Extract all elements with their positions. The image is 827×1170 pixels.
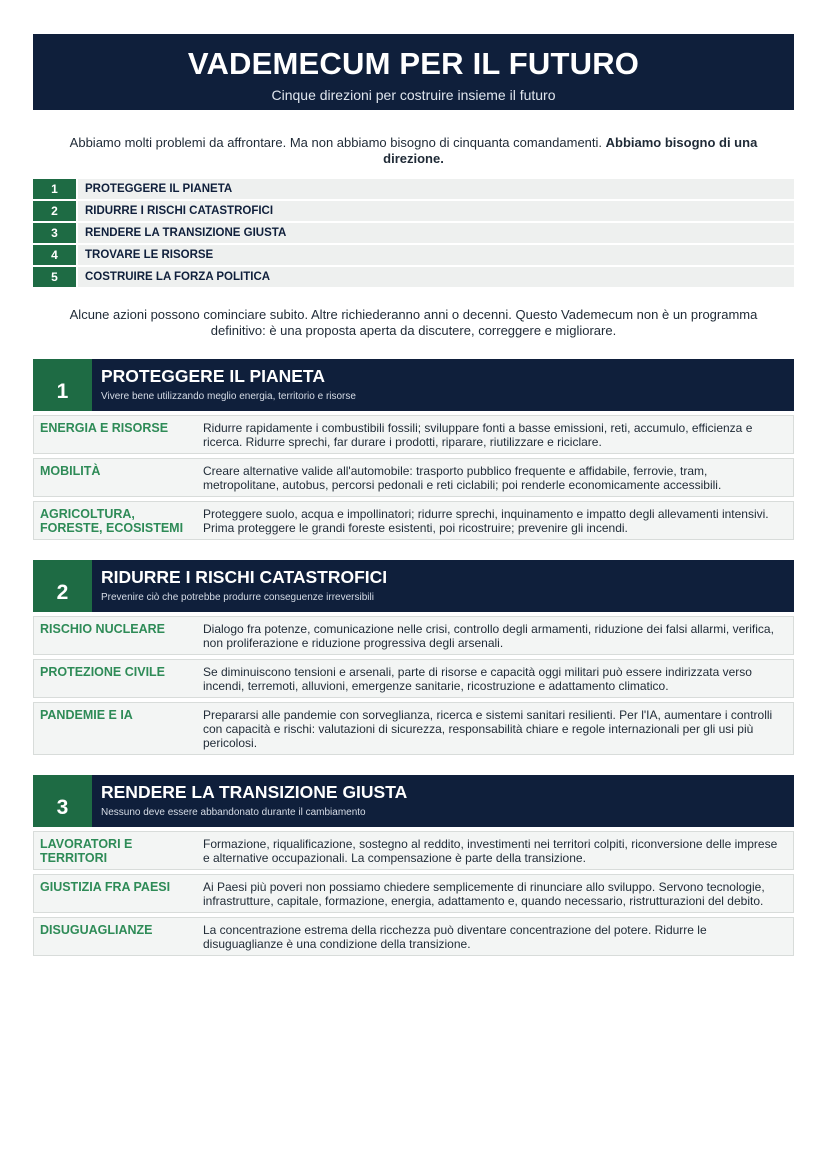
section-2 <box>33 560 794 755</box>
title-banner <box>33 34 794 110</box>
intro-note: Alcune azioni possono cominciare subito. Altre richiederanno anni o decenni. Questo Vademecum non è un programma definitivo: è una proposta aperta da discutere, correggere e migliorare. <box>69 307 758 338</box>
section-title: RENDERE LA TRANSIZIONE GIUSTA <box>101 782 408 802</box>
section-number: 1 <box>33 359 92 411</box>
section-title-box <box>92 775 794 827</box>
section-title: PROTEGGERE IL PIANETA <box>101 366 325 386</box>
section-item <box>33 616 794 655</box>
toc-label: PROTEGGERE IL PIANETA <box>78 179 794 199</box>
item-label: AGRICOLTURA, FORESTE, ECOSISTEMI <box>40 507 184 535</box>
item-text: Se diminuiscono tensioni e arsenali, parte di risorse e capacità oggi militari può essere indirizzata verso incendi, terremoti, alluvioni, emergenze sanitarie, ricostruzione e adattamento climatico. <box>203 665 752 693</box>
section-subtitle: Prevenire ciò che potrebbe produrre conseguenze irreversibili <box>101 592 374 603</box>
toc-label: RENDERE LA TRANSIZIONE GIUSTA <box>78 223 794 243</box>
section-item <box>33 702 794 755</box>
section-number: 2 <box>33 560 92 612</box>
section-item <box>33 917 794 956</box>
toc-item <box>33 245 794 265</box>
item-text: Formazione, riqualificazione, sostegno al reddito, investimenti nei territori colpiti, riconversione delle imprese e alternative occupazionali. La compensazione è parte della transizione. <box>203 837 778 865</box>
item-text: Creare alternative valide all'automobile: trasporto pubblico frequente e affidabile, ferrovie, tram, metropolitane, autobus, percorsi pedonali e reti ciclabili; poi renderle economicamente accessibili. <box>203 464 722 492</box>
section-subtitle: Vivere bene utilizzando meglio energia, territorio e risorse <box>101 391 356 402</box>
item-text: La concentrazione estrema della ricchezza può diventare concentrazione del potere. Ridurre le disuguaglianze è una condizione della transizione. <box>203 923 707 951</box>
section-item <box>33 831 794 870</box>
item-label: LAVORATORI E TERRITORI <box>40 837 133 865</box>
section-1 <box>33 359 794 540</box>
page-subtitle: Cinque direzioni per costruire insieme il futuro <box>271 87 556 103</box>
item-label: RISCHIO NUCLEARE <box>40 622 166 636</box>
section-header <box>33 560 794 612</box>
section-item <box>33 415 794 454</box>
intro-text: Abbiamo molti problemi da affrontare. Ma non abbiamo bisogno di cinquanta comandamenti. <box>69 135 606 150</box>
toc-label: RIDURRE I RISCHI CATASTROFICI <box>78 201 794 221</box>
section-header <box>33 359 794 411</box>
toc-label: TROVARE LE RISORSE <box>78 245 794 265</box>
toc-item <box>33 179 794 199</box>
toc-number: 1 <box>33 179 76 199</box>
toc-item <box>33 223 794 243</box>
item-text: Prepararsi alle pandemie con sorveglianza, ricerca e sistemi sanitari resilienti. Per l'IA, aumentare i controlli con capacità e rischi: valutazioni di sicurezza, responsabilità chiare e regole internazionali per gli usi più pericolosi. <box>203 708 773 750</box>
section-subtitle: Nessuno deve essere abbandonato durante il cambiamento <box>101 807 366 818</box>
section-title-box <box>92 359 794 411</box>
item-text: Ridurre rapidamente i combustibili fossili; sviluppare fonti a basse emissioni, reti, accumulo, efficienza e ricerca. Ridurre sprechi, far durare i prodotti, riparare, riutilizzare e riciclare. <box>203 421 753 449</box>
section-item <box>33 659 794 698</box>
item-text: Dialogo fra potenze, comunicazione nelle crisi, controllo degli armamenti, riduzione dei falsi allarmi, verifica, non proliferazione e riduzione progressiva degli arsenali. <box>203 622 774 650</box>
section-number: 3 <box>33 775 92 827</box>
item-label: PANDEMIE E IA <box>40 708 133 722</box>
item-text: Proteggere suolo, acqua e impollinatori; ridurre sprechi, inquinamento e impatto degli allevamenti intensivi. Prima proteggere le grandi foreste esistenti, poi ricostruire; prevenire gli incendi. <box>203 507 769 535</box>
intro-paragraph <box>53 135 774 167</box>
item-label: ENERGIA E RISORSE <box>40 421 169 435</box>
table-of-contents <box>33 179 794 287</box>
section-title-box <box>92 560 794 612</box>
toc-number: 3 <box>33 223 76 243</box>
toc-item <box>33 201 794 221</box>
item-label: DISUGUAGLIANZE <box>40 923 153 937</box>
toc-item <box>33 267 794 287</box>
section-item <box>33 874 794 913</box>
toc-number: 5 <box>33 267 76 287</box>
section-header <box>33 775 794 827</box>
document-page <box>33 34 794 956</box>
section-3 <box>33 775 794 956</box>
section-item <box>33 458 794 497</box>
page-title: VADEMECUM PER IL FUTURO <box>187 46 640 81</box>
toc-label: COSTRUIRE LA FORZA POLITICA <box>78 267 794 287</box>
item-label: PROTEZIONE CIVILE <box>40 665 166 679</box>
section-title: RIDURRE I RISCHI CATASTROFICI <box>101 567 388 587</box>
section-item <box>33 501 794 540</box>
item-label: GIUSTIZIA FRA PAESI <box>40 880 171 894</box>
item-text: Ai Paesi più poveri non possiamo chiedere semplicemente di rinunciare allo sviluppo. Servono tecnologie, infrastrutture, capitale, formazione, energia, adattamento e, quando necessario, ristrutturazioni del debito. <box>203 880 765 908</box>
intro-bold-text: Abbiamo bisogno di una direzione. <box>383 135 758 166</box>
item-label: MOBILITÀ <box>40 464 101 478</box>
toc-number: 2 <box>33 201 76 221</box>
toc-number: 4 <box>33 245 76 265</box>
